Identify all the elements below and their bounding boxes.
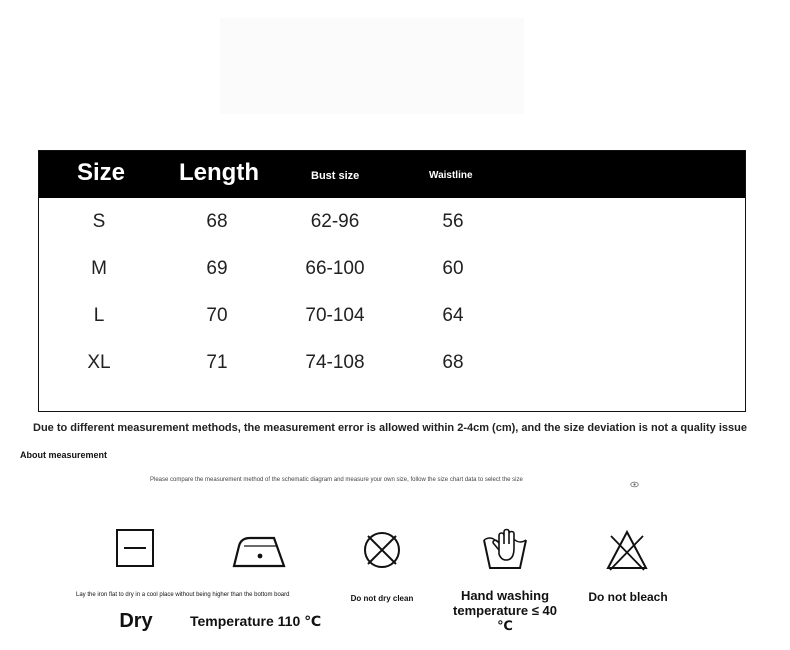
bust-cell: 66-100 — [305, 258, 365, 279]
hand-wash-icon — [480, 528, 530, 572]
no-bleach-label: Do not bleach — [588, 590, 668, 604]
size-cell: S — [92, 211, 106, 232]
dry-description: Lay the iron flat to dry in a cool place without being higher than the bottom board — [76, 592, 290, 598]
header-bust: Bust size — [311, 170, 360, 182]
about-measurement-heading: About measurement — [20, 450, 108, 460]
dry-label: Dry — [119, 610, 153, 632]
bust-cell: 74-108 — [305, 352, 365, 373]
compare-instruction: Please compare the measurement method of the schematic diagram and measure your own size, follow the size chart data to select the size — [150, 477, 523, 483]
size-cell: L — [93, 305, 105, 326]
length-cell: 70 — [206, 305, 228, 326]
no-bleach-icon — [604, 528, 650, 572]
table-row — [39, 292, 745, 339]
no-dry-clean-icon — [360, 528, 404, 572]
header-length: Length — [179, 159, 259, 186]
blank-image-area — [220, 18, 524, 114]
waist-cell: 60 — [442, 258, 464, 279]
header-waist: Waistline — [429, 170, 473, 181]
size-cell: M — [91, 258, 107, 279]
size-chart-table — [38, 150, 746, 412]
measurement-error-note: Due to different measurement methods, the measurement error is allowed within 2-4cm (cm), and the size deviation is not a quality issue — [33, 422, 747, 434]
iron-temperature-label: Temperature 110 ℃ — [190, 613, 322, 629]
waist-cell: 64 — [442, 305, 464, 326]
no-dry-clean-label: Do not dry clean — [350, 594, 414, 603]
bust-cell: 62-96 — [310, 211, 360, 232]
iron-icon — [232, 528, 288, 572]
eye-icon — [630, 480, 639, 489]
header-size: Size — [77, 159, 126, 186]
hand-wash-label: Hand washing temperature ≤ 40 ℃ — [453, 588, 557, 633]
length-cell: 69 — [206, 258, 228, 279]
table-row — [39, 339, 745, 386]
length-cell: 71 — [206, 352, 228, 373]
size-cell: XL — [87, 352, 111, 373]
waist-cell: 68 — [442, 352, 464, 373]
length-cell: 68 — [206, 211, 228, 232]
waist-cell: 56 — [442, 211, 464, 232]
dry-flat-icon — [115, 528, 157, 570]
bust-cell: 70-104 — [305, 305, 365, 326]
table-row — [39, 198, 745, 245]
table-header — [39, 151, 745, 198]
table-row — [39, 245, 745, 292]
